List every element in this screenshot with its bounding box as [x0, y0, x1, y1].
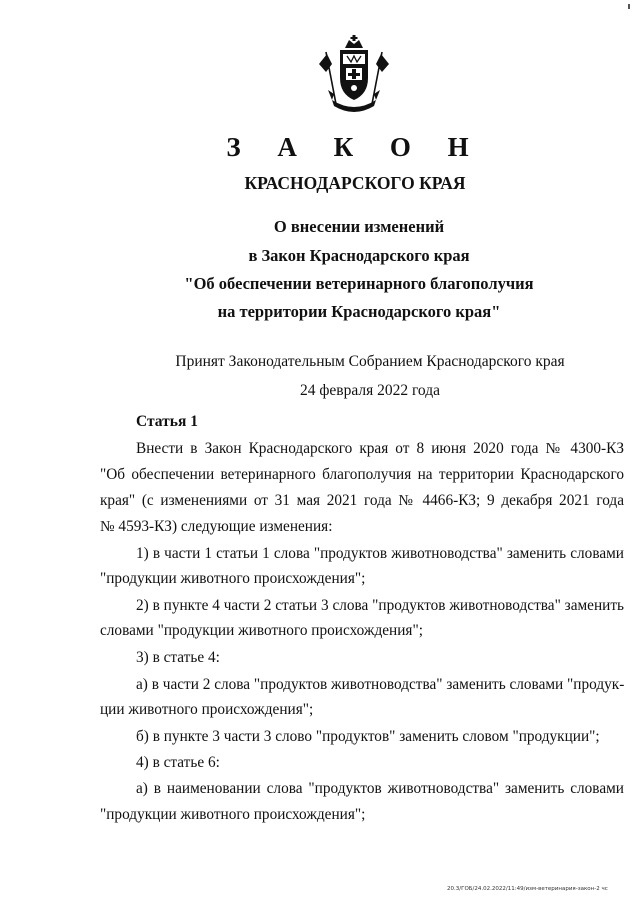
document-region: КРАСНОДАРСКОГО КРАЯ	[244, 173, 466, 193]
text-line: б) в пункте 3 части 3 слово "продуктов" заменить словом "продукции";	[136, 728, 600, 745]
footer-stamp: 20.3/ГОБ/24.02.2022/11:49/изм-ветеринария-закон-2 чс	[447, 886, 608, 892]
text-line: "продукции животного происхождения";	[100, 570, 366, 587]
text-line: 1) в части 1 статьи 1 слова "продуктов животноводства" заменить словами	[136, 545, 624, 562]
heading-line-4: на территории Краснодарского края"	[217, 302, 501, 321]
text-line: "продукции животного происхождения";	[100, 806, 366, 823]
text-line: 2) в пункте 4 части 2 статьи 3 слова "продуктов животноводства" заменить	[136, 597, 624, 614]
text-line: а) в наименовании слова "продуктов животноводства" заменить словами	[136, 780, 624, 797]
text-line: словами "продукции животного происхождения";	[100, 622, 423, 639]
adopted-date: 24 февраля 2022 года	[299, 382, 441, 399]
adopted-by: Принят Законодательным Собранием Краснодарского края	[175, 353, 565, 370]
text-line: 4) в статье 6:	[136, 754, 220, 771]
text-line: 3) в статье 4:	[136, 649, 220, 666]
heading-line-3: "Об обеспечении ветеринарного благополучия	[184, 274, 534, 293]
heading-line-1: О внесении изменений	[273, 217, 445, 236]
article-title: Статья 1	[136, 413, 198, 430]
text-line: а) в части 2 слова "продуктов животноводства" заменить словами "продук-	[136, 676, 625, 693]
document-title: З А К О Н	[226, 132, 484, 162]
coat-of-arms-icon	[318, 34, 390, 114]
text-line: ции животного происхождения";	[100, 701, 314, 718]
text-line: края" (с изменениями от 31 мая 2021 года № 4466-КЗ; 9 декабря 2021 года	[100, 492, 624, 509]
text-line: "Об обеспечении ветеринарного благополучия на территории Краснодарского	[100, 466, 624, 483]
text-line: Внести в Закон Краснодарского края от 8 июня 2020 года № 4300-КЗ	[136, 440, 624, 457]
text-line: № 4593-КЗ) следующие изменения:	[100, 518, 333, 535]
heading-line-2: в Закон Краснодарского края	[248, 246, 470, 265]
scan-mark	[628, 4, 630, 9]
